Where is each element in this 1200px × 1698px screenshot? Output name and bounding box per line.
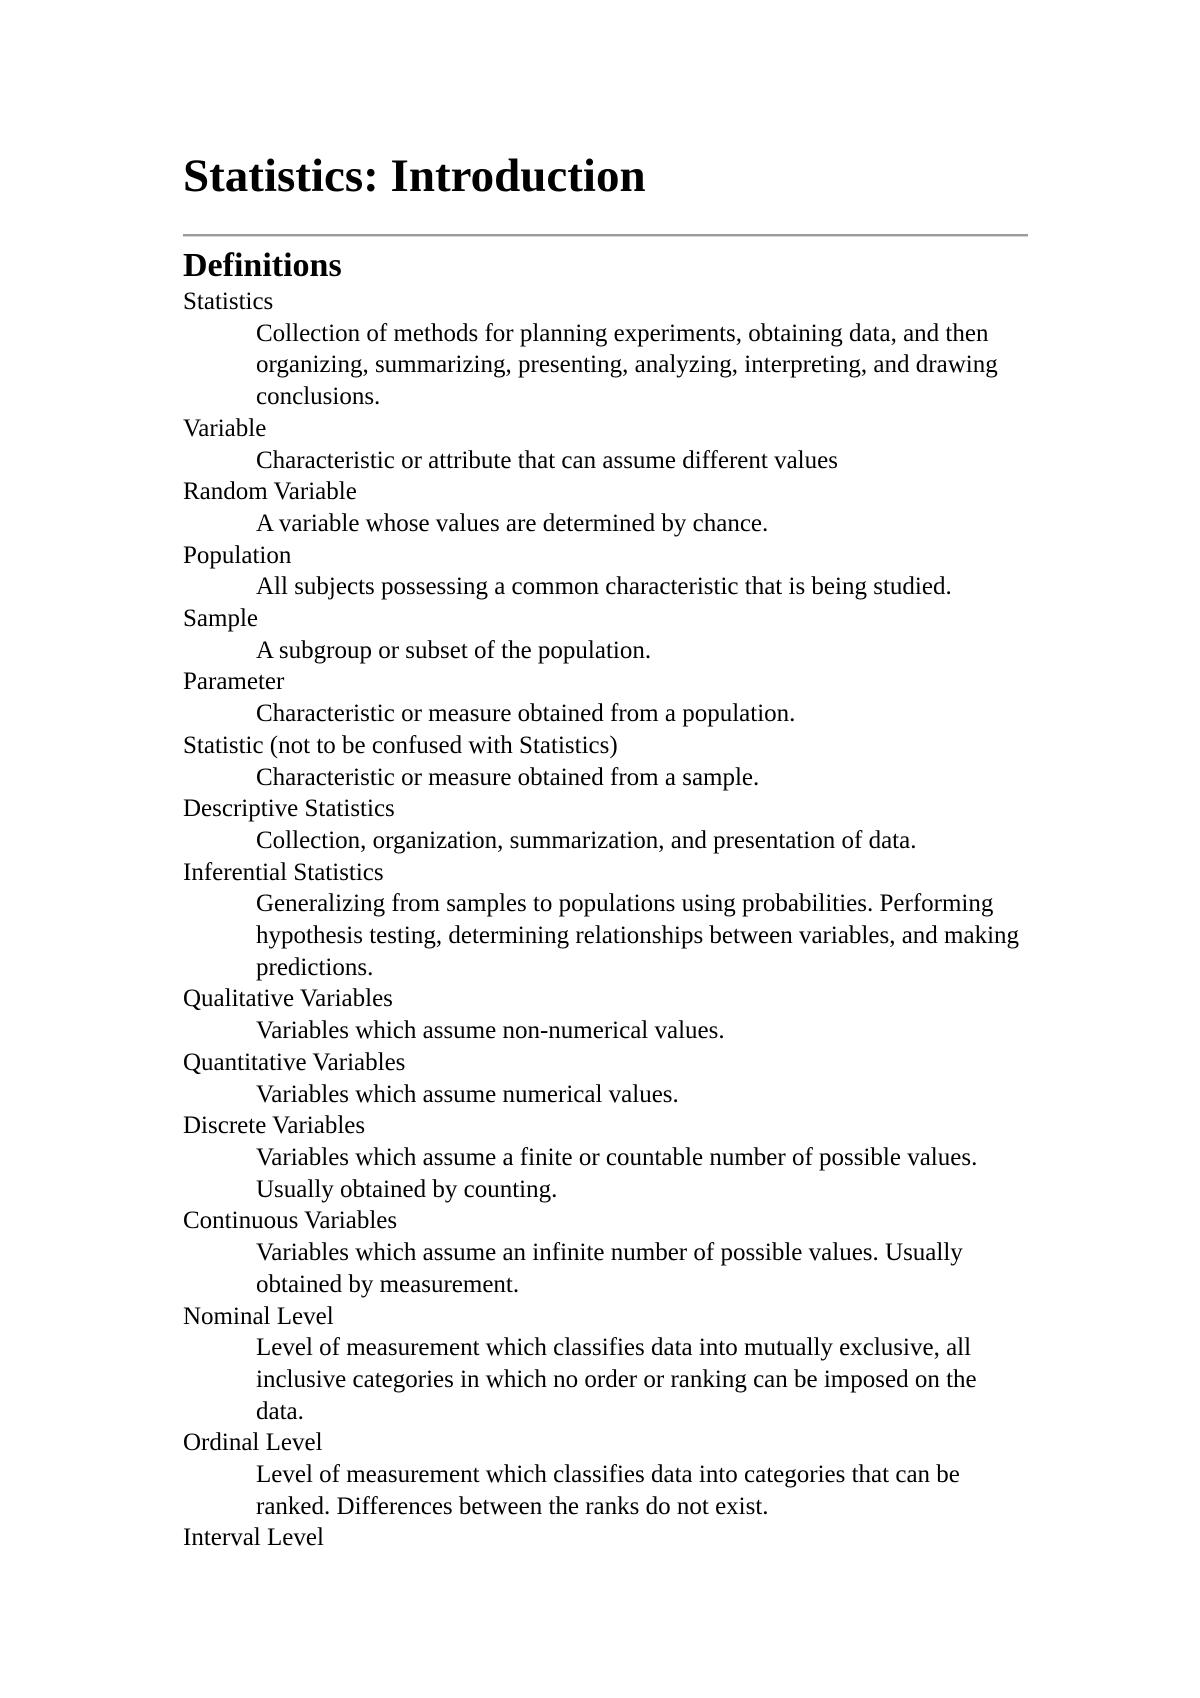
term-random-variable: Random Variable: [183, 478, 357, 506]
term-inferential-statistics: Inferential Statistics: [183, 858, 384, 886]
definition-inferential-statistics: Generalizing from samples to populations using probabilities. Performing hypothesis testing, determining relationships between variables, and making predictions.: [256, 890, 1020, 981]
definition-variable: Characteristic or attribute that can assume different values: [256, 446, 838, 474]
term-parameter: Parameter: [183, 668, 285, 696]
definition-continuous-variables: Variables which assume an infinite number of possible values. Usually obtained by measurement.: [256, 1239, 963, 1298]
definition-descriptive-statistics: Collection, organization, summarization, and presentation of data.: [256, 826, 917, 854]
section-heading-definitions: Definitions: [183, 247, 342, 284]
definition-ordinal-level: Level of measurement which classifies data into categories that can be ranked. Differences between the ranks do not exist.: [256, 1461, 960, 1520]
term-quantitative-variables: Quantitative Variables: [183, 1048, 406, 1076]
definition-statistic: Characteristic or measure obtained from a sample.: [256, 763, 760, 791]
term-descriptive-statistics: Descriptive Statistics: [183, 795, 395, 823]
term-statistics: Statistics: [183, 288, 274, 315]
definition-quantitative-variables: Variables which assume numerical values.: [256, 1080, 679, 1108]
term-discrete-variables: Discrete Variables: [183, 1112, 366, 1140]
page-title: Statistics: Introduction: [183, 150, 646, 202]
definition-qualitative-variables: Variables which assume non-numerical values.: [256, 1017, 725, 1045]
term-ordinal-level: Ordinal Level: [183, 1429, 323, 1457]
term-population: Population: [183, 541, 292, 569]
term-statistic: Statistic (not to be confused with Statistics): [183, 731, 618, 759]
definitions-list: [183, 286, 1043, 1554]
definition-sample: A subgroup or subset of the population.: [256, 636, 652, 664]
term-variable: Variable: [183, 414, 267, 442]
definition-random-variable: A variable whose values are determined by chance.: [256, 509, 769, 537]
definition-parameter: Characteristic or measure obtained from a population.: [256, 700, 796, 728]
definition-population: All subjects possessing a common characteristic that is being studied.: [256, 573, 952, 601]
term-qualitative-variables: Qualitative Variables: [183, 985, 393, 1013]
definition-statistics: Collection of methods for planning experiments, obtaining data, and then organizing, summarizing, presenting, analyzing, interpreting, and drawing conclusions.: [256, 319, 998, 411]
term-nominal-level: Nominal Level: [183, 1302, 334, 1330]
definition-nominal-level: Level of measurement which classifies data into mutually exclusive, all inclusive categories in which no order or ranking can be imposed on the data.: [256, 1334, 977, 1425]
definition-discrete-variables: Variables which assume a finite or countable number of possible values. Usually obtained by counting.: [256, 1143, 978, 1203]
term-continuous-variables: Continuous Variables: [183, 1207, 398, 1235]
horizontal-rule: [183, 234, 1028, 237]
term-interval-level: Interval Level: [183, 1524, 324, 1552]
term-sample: Sample: [183, 605, 258, 633]
